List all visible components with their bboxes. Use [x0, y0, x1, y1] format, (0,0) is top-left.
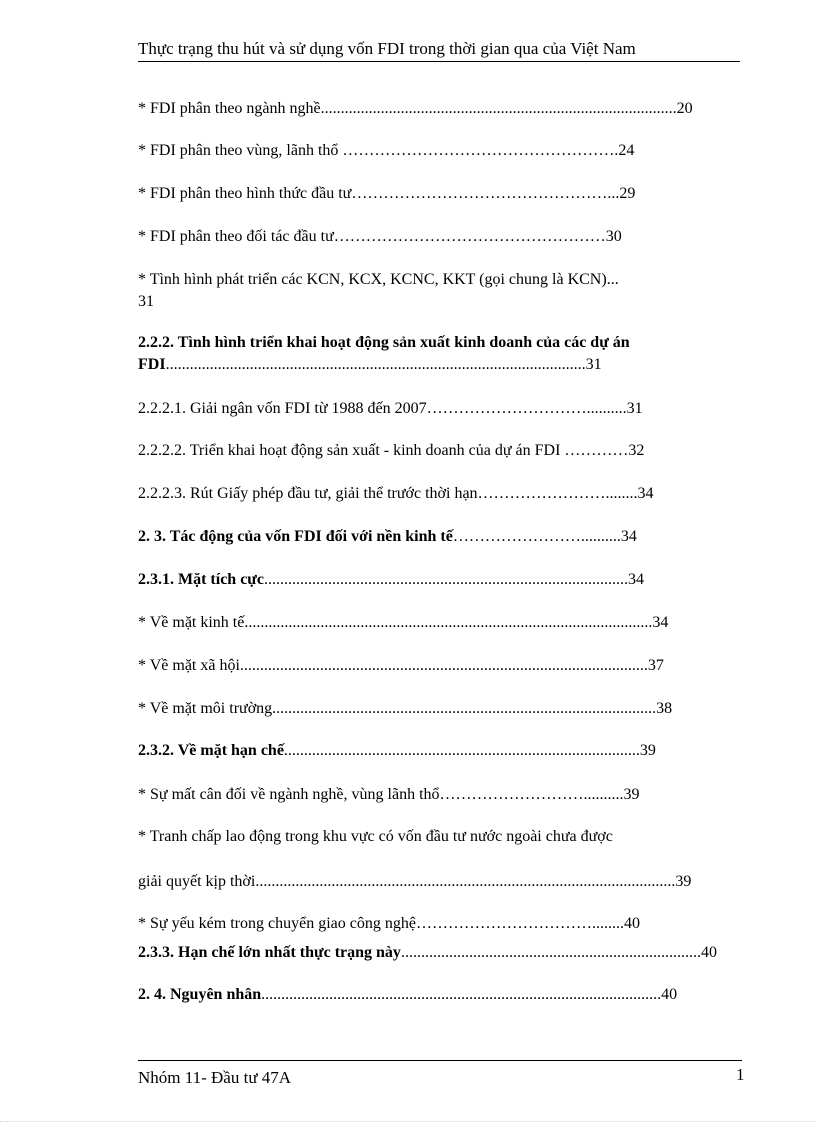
toc-entry[interactable] [138, 399, 728, 419]
toc-entry[interactable] [138, 785, 736, 805]
toc-entry[interactable] [138, 184, 738, 204]
toc-page-number: 40 [623, 915, 640, 932]
toc-entry[interactable] [138, 227, 740, 247]
toc-entry-section[interactable] [138, 527, 740, 547]
toc-entry-text: 2. 4. Nguyên nhân [138, 986, 262, 1003]
toc-entry-text: * Tranh chấp lao động trong khu vực có vốn đầu tư nước ngoài chưa được [138, 828, 613, 845]
toc-leader-dots: …………………….......... [452, 528, 621, 545]
toc-entry-section[interactable] [138, 985, 740, 1005]
toc-page-number: 31 [585, 356, 602, 373]
toc-page-number: 37 [647, 657, 664, 674]
toc-entry-text: 2.2.2.1. Giải ngân vốn FDI từ 1988 đến 2007 [138, 400, 427, 417]
toc-page-number: 31 [138, 293, 154, 310]
toc-leader-dots: ………………………….......... [426, 400, 627, 417]
toc-entry-section[interactable] [138, 943, 734, 963]
toc-page-number: 39 [639, 742, 656, 759]
toc-leader-dots: ......................................................................................................... [165, 356, 586, 373]
toc-leader-dots: ......................................................................................................... [255, 873, 676, 890]
toc-entry[interactable] [138, 269, 740, 313]
toc-leader-dots: ........................................................................................... [264, 571, 629, 588]
toc-entry-text: * Về mặt kinh tế [138, 614, 245, 631]
toc-entry-section[interactable] [138, 741, 728, 761]
toc-leader-dots: …………………………………………... [351, 185, 620, 202]
toc-entry[interactable] [138, 656, 734, 676]
toc-leader-dots: .................................................................................................... [261, 986, 662, 1003]
toc-page-number: 34 [652, 614, 669, 631]
toc-page-number: 20 [676, 100, 693, 117]
toc-page-number: 40 [700, 944, 717, 961]
toc-entry[interactable] [138, 827, 738, 847]
toc-page-number: 39 [623, 786, 640, 803]
toc-entry-text: * Về mặt môi trường [138, 700, 273, 717]
toc-page-number: 34 [620, 528, 637, 545]
toc-leader-dots: ………… [564, 442, 629, 459]
toc-page-number: 24 [618, 142, 635, 159]
toc-entry[interactable] [138, 484, 738, 504]
toc-entry-text: * FDI phân theo đối tác đầu tư [138, 228, 334, 245]
toc-entry-section[interactable] [138, 332, 740, 376]
running-header: Thực trạng thu hút và sử dụng vốn FDI trong thời gian qua của Việt Nam [138, 38, 740, 62]
toc-leader-dots: ……………………………........ [415, 915, 624, 932]
toc-entry-text: 2.2.2.2. Triển khai hoạt động sản xuất - kinh doanh của dự án FDI [138, 442, 565, 459]
toc-leader-dots: ........................................................................... [400, 944, 701, 961]
toc-entry-text: * FDI phân theo vùng, lãnh thổ [138, 142, 343, 159]
toc-page-number: 38 [656, 700, 673, 717]
footer-divider [138, 1060, 742, 1061]
toc-page-number: 32 [628, 442, 645, 459]
footer-page-number: 1 [736, 1065, 745, 1084]
toc-entry-text: * Sự mất cân đối về ngành nghề, vùng lãnh thổ [138, 786, 440, 803]
toc-leader-dots: …………………………………………… [333, 228, 606, 245]
toc-entry[interactable] [138, 99, 738, 119]
toc-leader-dots: ……………………………………………. [342, 142, 619, 159]
toc-page-number: 31 [626, 400, 643, 417]
toc-entry[interactable] [138, 613, 734, 633]
toc-leader-dots: ......................................................................................... [283, 742, 640, 759]
toc-entry-text: 2.3.3. Hạn chế lớn nhất thực trạng này [138, 944, 401, 961]
toc-page-number: 34 [637, 485, 654, 502]
toc-entry[interactable] [138, 141, 738, 161]
toc-entry-continuation [138, 354, 734, 376]
toc-entry-text: giải quyết kịp thời [138, 873, 256, 890]
page-bottom-border [0, 1121, 816, 1122]
toc-leader-dots: ...................................................................................................... [244, 614, 653, 631]
toc-entry[interactable] [138, 441, 738, 461]
toc-page-number: 40 [661, 986, 678, 1003]
toc-entry-text: * Sự yếu kém trong chuyển giao công nghệ [138, 915, 416, 932]
toc-leader-dots: ...................................................................................................... [239, 657, 648, 674]
toc-entry-text: * FDI phân theo ngành nghề [138, 100, 321, 117]
toc-page-number: 29 [619, 185, 636, 202]
toc-entry-section[interactable] [138, 570, 734, 590]
toc-entry-text: * FDI phân theo hình thức đầu tư [138, 185, 352, 202]
toc-entry-text: 2.3.2. Về mặt hạn chế [138, 742, 284, 759]
toc-entry-text: 2. 3. Tác động của vốn FDI đối với nền kinh tế [138, 528, 453, 545]
toc-entry-text: 2.2.2. Tình hình triển khai hoạt động sản xuất kinh doanh của các dự án [138, 334, 630, 351]
toc-page-number: 39 [675, 873, 692, 890]
toc-entry-text: * Tình hình phát triển các KCN, KCX, KCNC, KKT (gọi chung là KCN)... [138, 271, 619, 288]
footer-group-label: Nhóm 11- Đầu tư 47A [138, 1068, 292, 1087]
toc-page-number: 34 [628, 571, 645, 588]
toc-entry[interactable] [138, 699, 734, 719]
toc-entry[interactable] [138, 914, 736, 934]
toc-entry-text: 2.2.2.3. Rút Giấy phép đầu tư, giải thể trước thời hạn [138, 485, 478, 502]
toc-leader-dots: ……………………........ [477, 485, 638, 502]
toc-leader-dots: ................................................................................................ [272, 700, 657, 717]
toc-page-number: 30 [605, 228, 622, 245]
toc-entry-text-continued: FDI [138, 356, 166, 373]
toc-entry-text: 2.3.1. Mặt tích cực [138, 571, 265, 588]
toc-leader-dots: ……………………….......... [439, 786, 624, 803]
toc-leader-dots: ......................................................................................... [320, 100, 677, 117]
toc-entry-text: * Về mặt xã hội [138, 657, 240, 674]
toc-entry-continuation[interactable] [138, 872, 738, 892]
